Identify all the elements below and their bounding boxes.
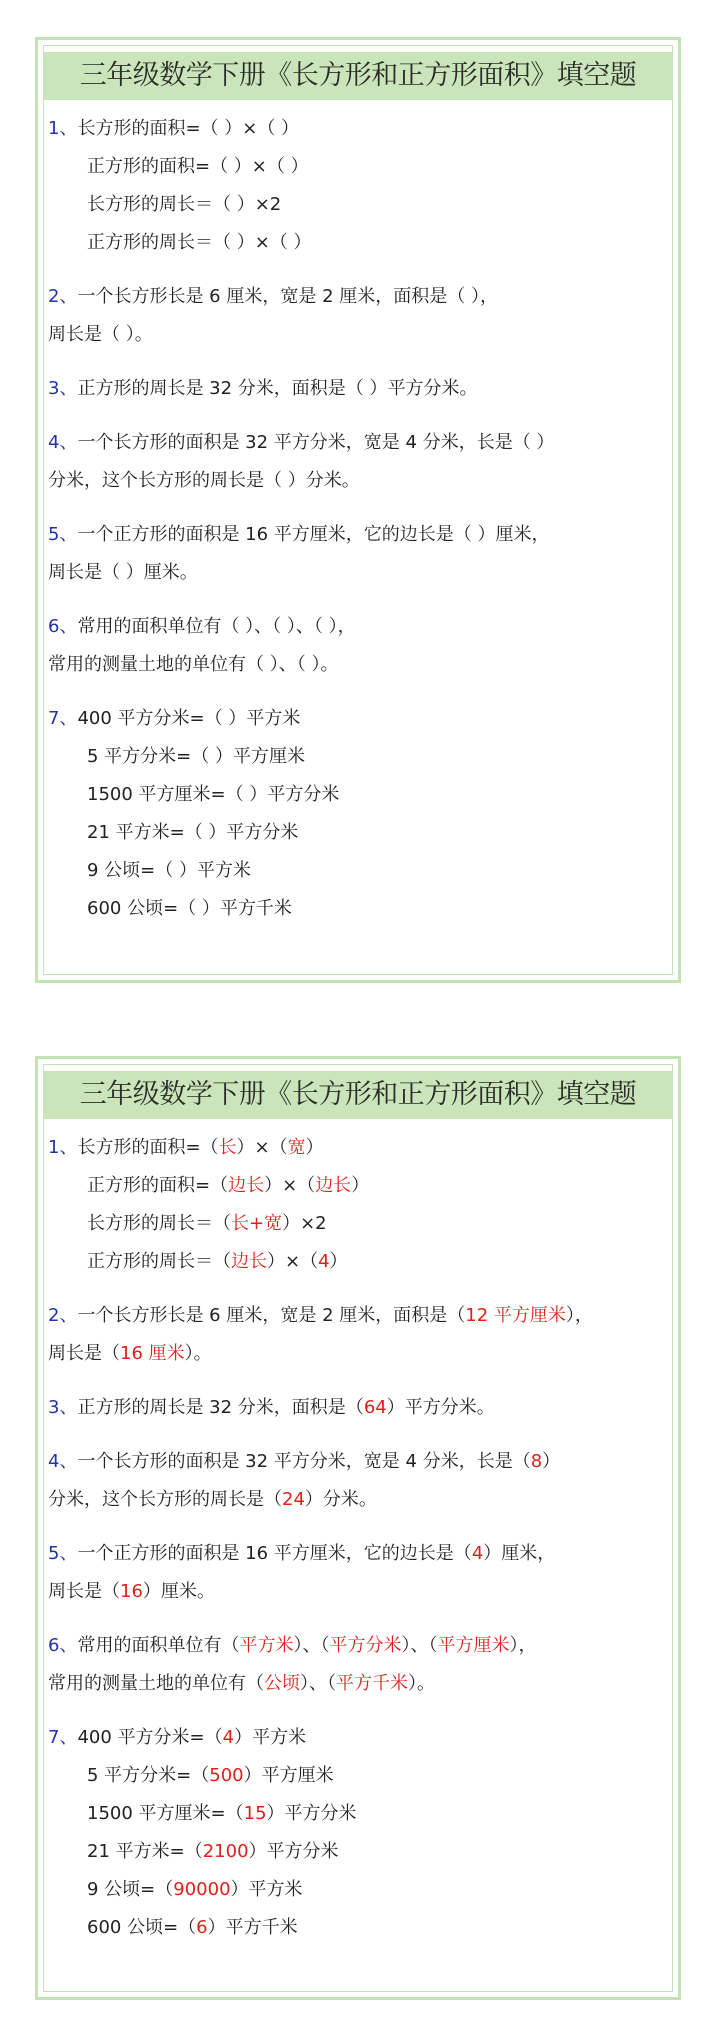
question-line xyxy=(48,814,670,852)
question-line xyxy=(48,110,670,148)
answer-text: 常用的面积单位有（ xyxy=(77,1635,240,1656)
answer-text: ）， xyxy=(509,1635,537,1656)
answer-text: ）分米。 xyxy=(304,1489,377,1510)
question-line xyxy=(48,776,670,814)
answer-value: 24 xyxy=(282,1489,305,1510)
answer-line xyxy=(48,1719,670,1757)
question-6 xyxy=(48,608,670,684)
answer-text: ）、（ xyxy=(293,1635,330,1656)
answer-line xyxy=(48,1167,670,1205)
question-text: 5 平方分米=（ ）平方厘米 xyxy=(87,746,305,767)
question-line xyxy=(48,516,670,554)
answer-text: ）。 xyxy=(408,1673,435,1694)
answer-5 xyxy=(48,1535,670,1611)
answer-value: 15 xyxy=(243,1803,267,1824)
answer-text: 一个长方形长是 6 厘米，宽是 2 厘米，面积是（ xyxy=(77,1305,466,1326)
answer-text: 正方形的周长＝（ xyxy=(87,1251,231,1272)
answer-text: 5 平方分米=（ xyxy=(87,1765,210,1786)
answer-text: ）、（ xyxy=(300,1673,336,1694)
answer-text: ） xyxy=(329,1251,348,1272)
answer-text: ）。 xyxy=(184,1343,212,1364)
answer-line xyxy=(48,1297,670,1335)
answer-value: 2100 xyxy=(202,1841,249,1862)
question-number: 4、 xyxy=(48,432,78,453)
question-line xyxy=(48,608,670,646)
question-number: 2、 xyxy=(48,1305,78,1326)
answer-2 xyxy=(48,1297,670,1373)
answer-text: ）平方分米。 xyxy=(386,1397,495,1418)
answer-value: 边长 xyxy=(315,1175,352,1196)
question-text: 周长是（ ）厘米。 xyxy=(48,562,198,583)
answer-text: ）×（ xyxy=(236,1137,288,1158)
answer-value: 平方米 xyxy=(239,1635,294,1656)
question-text: 常用的测量土地的单位有（ ）、（ ）。 xyxy=(48,654,339,675)
worksheet-body xyxy=(48,110,670,944)
question-number: 5、 xyxy=(48,524,78,545)
answer-value: 边长 xyxy=(231,1251,267,1272)
question-text: 一个长方形的面积是 32 平方分米，宽是 4 分米，长是（ ） xyxy=(77,432,555,453)
answer-line xyxy=(48,1335,670,1373)
question-line xyxy=(48,462,670,500)
question-number: 5、 xyxy=(48,1543,78,1564)
answer-value: 宽 xyxy=(287,1137,306,1158)
answer-value: 长 xyxy=(218,1137,237,1158)
answer-value: 90000 xyxy=(173,1879,231,1900)
question-line xyxy=(48,370,670,408)
question-1 xyxy=(48,110,670,262)
question-text: 一个正方形的面积是 16 平方厘米，它的边长是（ ）厘米， xyxy=(77,524,550,545)
answer-value: 边长 xyxy=(228,1175,265,1196)
answer-value: 500 xyxy=(209,1765,244,1786)
answer-text: 周长是（ xyxy=(48,1343,120,1364)
question-5 xyxy=(48,516,670,592)
answer-text: ）厘米。 xyxy=(142,1581,215,1602)
answer-key-card xyxy=(35,1056,681,2000)
answer-line xyxy=(48,1909,670,1947)
answer-line xyxy=(48,1573,670,1611)
question-3 xyxy=(48,370,670,408)
answer-4 xyxy=(48,1443,670,1519)
answer-text: ）×（ xyxy=(264,1175,316,1196)
answer-line xyxy=(48,1833,670,1871)
answer-line xyxy=(48,1481,670,1519)
answer-value: 平方厘米 xyxy=(437,1635,510,1656)
question-text: 长方形的周长＝（ ）×2 xyxy=(87,194,282,215)
answer-value: 64 xyxy=(363,1397,387,1418)
answer-text: 1500 平方厘米=（ xyxy=(87,1803,244,1824)
answer-value: 4 xyxy=(471,1543,484,1564)
answer-value: 12 平方厘米 xyxy=(465,1305,566,1326)
answer-line xyxy=(48,1443,670,1481)
answer-text: ）平方分米 xyxy=(248,1841,339,1862)
question-number: 7、 xyxy=(48,1727,78,1748)
answer-text: 周长是（ xyxy=(48,1581,120,1602)
answer-text: ） xyxy=(305,1137,324,1158)
question-line xyxy=(48,224,670,262)
question-line xyxy=(48,316,670,354)
answer-text: ）平方千米 xyxy=(207,1917,298,1938)
question-line xyxy=(48,700,670,738)
question-line xyxy=(48,852,670,890)
question-text: 分米，这个长方形的周长是（ ）分米。 xyxy=(48,470,360,491)
answer-line xyxy=(48,1535,670,1573)
question-line xyxy=(48,890,670,928)
answer-text: 常用的测量土地的单位有（ xyxy=(48,1673,264,1694)
question-line xyxy=(48,424,670,462)
worksheet-title: 三年级数学下册《长方形和正方形面积》填空题 xyxy=(43,52,673,100)
answer-text: ）、（ xyxy=(401,1635,438,1656)
question-line xyxy=(48,738,670,776)
question-line xyxy=(48,186,670,224)
answer-text: 一个长方形的面积是 32 平方分米，宽是 4 分米，长是（ xyxy=(77,1451,531,1472)
answer-text: ）×（ xyxy=(267,1251,319,1272)
answer-value: 平方千米 xyxy=(336,1673,408,1694)
question-number: 4、 xyxy=(48,1451,78,1472)
question-line xyxy=(48,278,670,316)
question-number: 7、 xyxy=(48,708,78,729)
question-line xyxy=(48,148,670,186)
answer-value: 8 xyxy=(530,1451,543,1472)
question-text: 400 平方分米=（ ）平方米 xyxy=(77,708,301,729)
answer-text: 9 公顷=（ xyxy=(87,1879,174,1900)
answer-text: 正方形的面积=（ xyxy=(87,1175,229,1196)
answer-text: ）平方厘米 xyxy=(243,1765,334,1786)
answer-text: ）×2 xyxy=(282,1213,327,1234)
answer-line xyxy=(48,1665,670,1703)
answer-value: 4 xyxy=(222,1727,235,1748)
answer-3 xyxy=(48,1389,670,1427)
answer-line xyxy=(48,1627,670,1665)
answer-key-body xyxy=(48,1129,670,1963)
answer-text: ） xyxy=(542,1451,561,1472)
answer-value: 16 厘米 xyxy=(120,1343,185,1364)
answer-line xyxy=(48,1871,670,1909)
question-number: 3、 xyxy=(48,378,78,399)
question-line xyxy=(48,554,670,592)
answer-text: 一个正方形的面积是 16 平方厘米，它的边长是（ xyxy=(77,1543,472,1564)
answer-text: ）平方米 xyxy=(234,1727,307,1748)
question-text: 9 公顷=（ ）平方米 xyxy=(87,860,251,881)
question-text: 正方形的周长＝（ ）×（ ） xyxy=(87,232,312,253)
answer-text: ）厘米， xyxy=(483,1543,556,1564)
answer-text: 400 平方分米=（ xyxy=(77,1727,223,1748)
answer-line xyxy=(48,1757,670,1795)
question-number: 3、 xyxy=(48,1397,78,1418)
answer-value: 4 xyxy=(318,1251,330,1272)
answer-text: 21 平方米=（ xyxy=(87,1841,203,1862)
answer-7 xyxy=(48,1719,670,1947)
answer-value: 平方分米 xyxy=(329,1635,402,1656)
answer-text: ） xyxy=(351,1175,370,1196)
question-4 xyxy=(48,424,670,500)
question-7 xyxy=(48,700,670,928)
answer-line xyxy=(48,1205,670,1243)
answer-line xyxy=(48,1795,670,1833)
answer-value: 公顷 xyxy=(264,1673,300,1694)
answer-line xyxy=(48,1389,670,1427)
answer-1 xyxy=(48,1129,670,1281)
question-text: 常用的面积单位有（ ）、（ ）、（ ）， xyxy=(77,616,356,637)
question-text: 周长是（ ）。 xyxy=(48,324,153,345)
answer-text: 长方形的面积=（ xyxy=(77,1137,219,1158)
question-number: 6、 xyxy=(48,1635,78,1656)
answer-line xyxy=(48,1129,670,1167)
answer-text: 长方形的周长＝（ xyxy=(87,1213,231,1234)
answer-value: 6 xyxy=(196,1917,208,1938)
answer-text: 600 公顷=（ xyxy=(87,1917,197,1938)
question-number: 1、 xyxy=(48,118,78,139)
question-text: 长方形的面积=（ ）×（ ） xyxy=(77,118,300,139)
answer-6 xyxy=(48,1627,670,1703)
question-text: 一个长方形长是 6 厘米，宽是 2 厘米，面积是（ ）， xyxy=(77,286,498,307)
question-number: 6、 xyxy=(48,616,78,637)
question-number: 1、 xyxy=(48,1137,78,1158)
question-2 xyxy=(48,278,670,354)
question-text: 正方形的周长是 32 分米，面积是（ ）平方分米。 xyxy=(77,378,478,399)
answer-text: ）平方米 xyxy=(230,1879,303,1900)
answer-text: 正方形的周长是 32 分米，面积是（ xyxy=(77,1397,364,1418)
answer-value: 长+宽 xyxy=(231,1213,283,1234)
answer-text: ）平方分米 xyxy=(266,1803,357,1824)
question-text: 21 平方米=（ ）平方分米 xyxy=(87,822,299,843)
question-number: 2、 xyxy=(48,286,78,307)
question-text: 600 公顷=（ ）平方千米 xyxy=(87,898,292,919)
answer-value: 16 xyxy=(120,1581,143,1602)
question-line xyxy=(48,646,670,684)
question-text: 1500 平方厘米=（ ）平方分米 xyxy=(87,784,340,805)
question-text: 正方形的面积=（ ）×（ ） xyxy=(87,156,309,177)
answer-line xyxy=(48,1243,670,1281)
answer-text: 分米，这个长方形的周长是（ xyxy=(48,1489,282,1510)
answer-key-title: 三年级数学下册《长方形和正方形面积》填空题 xyxy=(43,1071,673,1119)
worksheet-card xyxy=(35,37,681,983)
answer-text: ）， xyxy=(565,1305,593,1326)
